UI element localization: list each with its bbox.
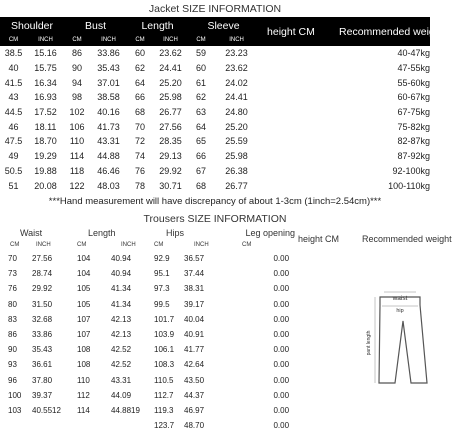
height-cell	[259, 61, 339, 76]
weight-cell: 47-55kg	[397, 63, 431, 74]
table-cell: 49	[8, 151, 19, 162]
table-cell: 40.5512	[32, 405, 61, 415]
table-cell: 60	[135, 48, 146, 59]
table-cell: 41.77	[184, 345, 205, 355]
table-cell: 72	[135, 136, 146, 147]
unit-cm: CM	[0, 34, 27, 46]
table-cell: 40.94	[111, 269, 132, 279]
table-cell: 108	[77, 360, 91, 370]
table-cell: 93	[8, 360, 17, 370]
unit-cm: CM	[10, 242, 20, 248]
table-cell: 105	[77, 299, 91, 309]
table-cell: 92.9	[154, 254, 170, 264]
table-cell: 83	[8, 314, 17, 324]
table-cell: 40.04	[184, 314, 205, 324]
trousers-size-title: Trousers SIZE INFORMATION	[143, 213, 287, 225]
table-row	[0, 164, 430, 179]
table-cell: 0.00	[273, 360, 290, 370]
table-cell: 40	[8, 63, 19, 74]
table-cell: 74	[135, 151, 146, 162]
table-cell: 123.7	[154, 421, 175, 431]
unit-cm: CM	[64, 34, 90, 46]
height-cell	[297, 403, 362, 418]
table-cell: 29.92	[159, 165, 182, 176]
table-cell: 90	[71, 63, 82, 74]
measurement-note: ***Hand measurement will have discrepancy of about 1-3cm (1inch=2.54cm)***	[48, 196, 382, 207]
table-cell: 32.68	[32, 314, 53, 324]
jacket-size-table	[0, 17, 444, 193]
table-cell: 43.31	[97, 136, 120, 147]
table-cell: 41.73	[97, 121, 120, 132]
table-cell: 23.62	[159, 48, 182, 59]
table-cell: 42.52	[111, 345, 132, 355]
table-cell: 20.08	[34, 180, 57, 191]
table-row	[0, 119, 430, 134]
table-cell: 43.31	[111, 375, 132, 385]
table-cell: 118	[69, 165, 85, 176]
table-cell: 26.77	[225, 180, 248, 191]
hips-header: Hips	[166, 228, 185, 238]
table-cell: 23.62	[225, 63, 248, 74]
table-cell	[0, 418, 32, 433]
table-cell: 67	[196, 165, 207, 176]
trousers-header-row	[0, 227, 430, 239]
table-cell: 24.80	[225, 107, 248, 118]
recommended-weight-header: Recommended weight	[362, 234, 452, 244]
table-cell: 44.5	[4, 107, 23, 118]
table-cell: 0.00	[273, 314, 290, 324]
table-cell: 108.3	[154, 360, 175, 370]
table-cell: 28.74	[32, 269, 53, 279]
table-row	[0, 90, 430, 105]
table-cell: 0.00	[273, 330, 290, 340]
weight-cell: 60-67kg	[397, 92, 431, 103]
table-cell	[32, 418, 77, 433]
height-cell	[259, 164, 339, 179]
table-cell: 16.93	[34, 92, 57, 103]
height-cell	[259, 90, 339, 105]
unit-inch: INCH	[214, 34, 259, 46]
hip-label: hip	[396, 308, 404, 314]
table-cell: 15.75	[34, 63, 57, 74]
table-cell: 42.13	[111, 314, 132, 324]
weight-cell: 92-100kg	[392, 165, 431, 176]
height-cell	[259, 105, 339, 120]
table-cell: 25.59	[225, 136, 248, 147]
table-cell: 41.34	[111, 299, 132, 309]
weight-cell	[362, 418, 430, 433]
table-cell: 59	[196, 48, 207, 59]
table-cell: 66	[135, 92, 146, 103]
pants-diagram	[352, 291, 430, 391]
table-cell: 114	[69, 151, 85, 162]
table-cell: 24.41	[225, 92, 248, 103]
table-cell: 27.56	[32, 254, 53, 264]
table-cell: 95.1	[154, 269, 170, 279]
table-cell: 119.3	[154, 405, 174, 415]
table-cell: 43	[8, 92, 19, 103]
table-cell: 98	[71, 92, 82, 103]
table-cell: 96	[8, 375, 17, 385]
length-header: Length	[127, 17, 188, 34]
table-cell: 25.98	[159, 92, 182, 103]
shoulder-header: Shoulder	[0, 17, 64, 34]
table-cell: 62	[196, 92, 207, 103]
table-cell: 41.34	[111, 284, 132, 294]
unit-cm: CM	[127, 34, 153, 46]
table-cell: 29.92	[32, 284, 53, 294]
table-cell: 104	[77, 254, 91, 264]
table-cell: 42.64	[184, 360, 205, 370]
table-cell: 51	[8, 180, 19, 191]
table-cell: 108	[77, 345, 91, 355]
table-cell: 35.43	[32, 345, 53, 355]
weight-cell: 40-47kg	[397, 48, 431, 59]
table-cell: 73	[8, 269, 17, 279]
weight-cell	[362, 266, 430, 281]
table-cell: 15.16	[34, 48, 57, 59]
height-cell	[259, 119, 339, 134]
table-cell: 0.00	[273, 390, 290, 400]
table-cell: 48.70	[184, 421, 205, 431]
table-cell: 0.00	[273, 345, 290, 355]
table-cell: 36.57	[184, 254, 205, 264]
table-cell: 0.00	[273, 269, 290, 279]
table-cell: 62	[135, 63, 146, 74]
table-cell: 24.41	[159, 63, 182, 74]
table-row	[0, 134, 430, 149]
table-cell: 29.13	[159, 151, 182, 162]
sleeve-header: Sleeve	[188, 17, 259, 34]
unit-inch: INCH	[36, 242, 51, 248]
table-row	[0, 75, 430, 90]
table-cell: 110.5	[154, 375, 174, 385]
table-cell: 46.46	[97, 165, 120, 176]
table-cell	[111, 418, 154, 433]
table-cell: 78	[135, 180, 146, 191]
weight-cell	[362, 403, 430, 418]
table-cell: 44.09	[111, 390, 132, 400]
table-cell: 101.7	[154, 314, 175, 324]
table-cell: 18.11	[34, 121, 57, 132]
table-cell: 80	[8, 299, 17, 309]
table-cell: 35.43	[97, 63, 120, 74]
height-header: height CM	[259, 17, 339, 46]
table-cell: 76	[8, 284, 17, 294]
table-cell: 42.52	[111, 360, 132, 370]
table-row	[0, 403, 430, 418]
table-cell: 105	[77, 284, 91, 294]
waist-header: Waist	[20, 228, 43, 238]
table-cell: 33.86	[97, 48, 120, 59]
table-cell	[77, 418, 111, 433]
leg-opening-header: Leg opening	[245, 228, 296, 238]
table-cell: 44.8819	[111, 405, 140, 415]
table-cell: 41.5	[4, 77, 23, 88]
table-cell: 68	[135, 107, 146, 118]
weight-cell	[362, 251, 430, 266]
weight-cell: 87-92kg	[397, 151, 431, 162]
table-row	[0, 251, 430, 266]
table-cell: 44.88	[97, 151, 120, 162]
table-cell: 42.13	[111, 330, 132, 340]
table-cell: 99.5	[154, 299, 170, 309]
table-row	[0, 418, 430, 433]
table-cell: 0.00	[273, 254, 290, 264]
table-cell: 64	[196, 121, 207, 132]
table-cell: 18.70	[34, 136, 57, 147]
weight-cell: 100-110kg	[388, 180, 431, 191]
table-cell: 61	[196, 77, 207, 88]
table-cell: 26.77	[159, 107, 182, 118]
table-cell: 26.38	[225, 165, 248, 176]
table-cell: 0.00	[273, 375, 290, 385]
table-cell: 100	[8, 390, 22, 400]
height-cell	[259, 46, 339, 61]
table-cell: 70	[8, 254, 17, 264]
table-cell: 25.20	[159, 77, 182, 88]
height-cell	[297, 418, 362, 433]
table-cell: 38.58	[97, 92, 120, 103]
table-cell: 30.71	[159, 180, 182, 191]
table-cell: 47.5	[4, 136, 23, 147]
weight-cell: 75-82kg	[397, 121, 431, 132]
table-cell: 17.52	[34, 107, 57, 118]
height-header: height CM	[298, 234, 340, 244]
table-cell: 107	[77, 330, 91, 340]
table-cell: 0.00	[273, 299, 290, 309]
table-row	[0, 149, 430, 164]
table-cell: 25.98	[225, 151, 248, 162]
table-cell: 37.01	[97, 77, 120, 88]
table-row	[0, 105, 430, 120]
table-cell: 40.91	[184, 330, 205, 340]
table-cell: 90	[8, 345, 17, 355]
jacket-header-row	[0, 17, 430, 34]
table-cell: 110	[77, 375, 90, 385]
table-cell: 16.34	[34, 77, 57, 88]
length-header: Length	[88, 228, 116, 238]
unit-inch: INCH	[121, 242, 136, 248]
table-cell: 86	[71, 48, 82, 59]
table-cell: 122	[69, 180, 85, 191]
unit-inch: INCH	[27, 34, 64, 46]
table-cell: 63	[196, 107, 207, 118]
unit-cm: CM	[242, 242, 252, 248]
height-cell	[297, 251, 362, 266]
table-cell: 25.20	[225, 121, 248, 132]
table-cell: 40.16	[97, 107, 120, 118]
table-cell: 27.56	[159, 121, 182, 132]
table-cell: 36.61	[32, 360, 53, 370]
table-cell: 31.50	[32, 299, 53, 309]
table-cell: 112	[77, 390, 90, 400]
table-cell: 65	[196, 136, 207, 147]
table-cell: 38.5	[4, 48, 23, 59]
unit-inch: INCH	[153, 34, 188, 46]
table-cell: 112.7	[154, 390, 174, 400]
table-cell: 0.00	[273, 421, 290, 431]
height-cell	[259, 178, 339, 193]
table-cell: 0.00	[273, 284, 290, 294]
table-cell: 106	[69, 121, 85, 132]
table-row	[0, 178, 430, 193]
table-cell: 107	[77, 314, 91, 324]
table-cell: 43.50	[184, 375, 205, 385]
pant-length-label: pant length	[366, 330, 372, 356]
table-cell: 94	[71, 77, 82, 88]
table-cell: 86	[8, 330, 17, 340]
table-cell: 106.1	[154, 345, 175, 355]
table-cell: 39.17	[184, 299, 205, 309]
table-cell: 38.31	[184, 284, 205, 294]
table-cell: 19.88	[34, 165, 57, 176]
table-row	[0, 61, 430, 76]
table-cell: 0.00	[273, 405, 290, 415]
table-cell: 39.37	[32, 390, 53, 400]
table-cell: 40.94	[111, 254, 132, 264]
unit-inch: INCH	[194, 242, 209, 248]
table-cell: 19.29	[34, 151, 57, 162]
table-cell: 97.3	[154, 284, 170, 294]
waist-label: waist	[392, 295, 408, 302]
table-cell: 110	[69, 136, 85, 147]
height-cell	[259, 75, 339, 90]
weight-cell: 55-60kg	[397, 77, 431, 88]
table-cell: 33.86	[32, 330, 53, 340]
table-cell: 68	[196, 180, 207, 191]
jacket-size-title: Jacket SIZE INFORMATION	[148, 3, 282, 15]
table-cell: 28.35	[159, 136, 182, 147]
table-cell: 23.23	[225, 48, 248, 59]
unit-cm: CM	[188, 34, 214, 46]
height-cell	[297, 266, 362, 281]
bust-header: Bust	[64, 17, 127, 34]
table-cell: 44.37	[184, 390, 205, 400]
height-cell	[259, 149, 339, 164]
table-cell: 60	[196, 63, 207, 74]
table-cell: 103	[8, 405, 22, 415]
table-cell: 104	[77, 269, 91, 279]
table-cell: 37.44	[184, 269, 205, 279]
table-cell: 66	[196, 151, 207, 162]
table-cell: 114	[77, 405, 90, 415]
table-cell: 70	[135, 121, 146, 132]
table-cell: 64	[135, 77, 146, 88]
table-row	[0, 266, 430, 281]
unit-inch: INCH	[90, 34, 127, 46]
table-cell: 50.5	[4, 165, 23, 176]
table-cell: 48.03	[97, 180, 120, 191]
weight-cell: 82-87kg	[397, 136, 431, 147]
table-cell: 24.02	[225, 77, 248, 88]
weight-cell: 67-75kg	[397, 107, 431, 118]
table-cell: 76	[135, 165, 146, 176]
table-cell: 46	[8, 121, 19, 132]
table-cell: 37.80	[32, 375, 53, 385]
table-cell: 102	[69, 107, 85, 118]
unit-cm: CM	[77, 242, 87, 248]
table-cell: 103.9	[154, 330, 175, 340]
height-cell	[259, 134, 339, 149]
table-cell: 46.97	[184, 405, 205, 415]
table-row	[0, 46, 430, 61]
unit-cm: CM	[154, 242, 164, 248]
recommended-weight-header: Recommended weight	[339, 17, 430, 46]
